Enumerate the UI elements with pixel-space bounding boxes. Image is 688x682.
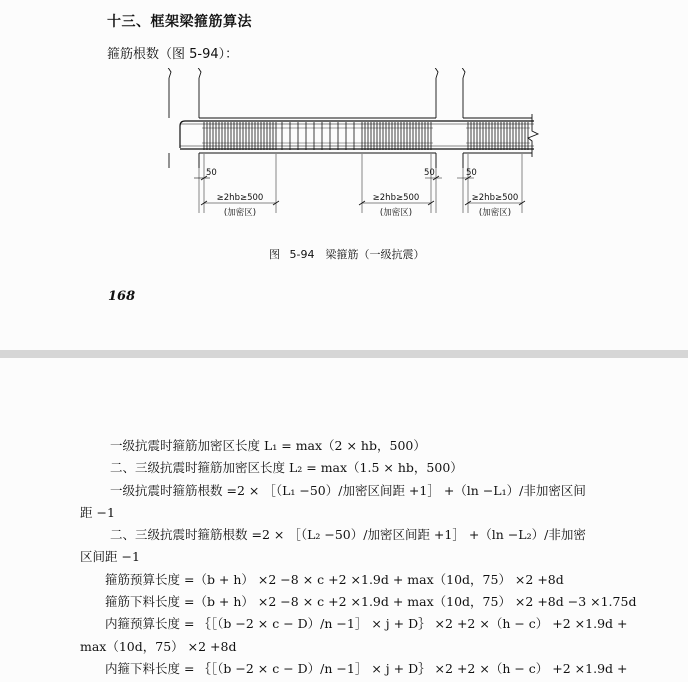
beam-stirrup-diagram <box>150 68 550 243</box>
dense-zone-label-middle: (加密区) <box>379 208 413 218</box>
formula-line: 二、三级抗震时箍筋根数 =2 × ［（L₂ −50）/加密区间距 +1］ +（ln −L₂）/非加密 <box>110 527 586 543</box>
formula-line: 一级抗震时箍筋根数 =2 × ［（L₁ −50）/加密区间距 +1］ +（ln −L₁）/非加密区间 <box>110 482 586 498</box>
dim-50-middle: 50 <box>424 168 435 178</box>
formula-line: 内箍预算长度 = ｛［（b −2 × c − D）/n −1］ × j + D｝ ×2 +2 ×（h − c） +2 ×1.9d + <box>105 616 628 632</box>
formula-line: 箍筋下料长度 =（b + h） ×2 −8 × c +2 ×1.9d + max（10d，75） ×2 +8d −3 ×1.75d <box>105 594 637 610</box>
formula-line: 区间距 −1 <box>80 549 140 565</box>
formula-line: 箍筋预算长度 =（b + h） ×2 −8 × c +2 ×1.9d + max（10d，75） ×2 +8d <box>105 571 564 587</box>
page-number: 168 <box>108 289 136 304</box>
dense-zone-length-right: ≥2hb≥500 <box>471 193 519 203</box>
formula-line: 一级抗震时箍筋加密区长度 L₁ = max（2 × hb，500） <box>110 438 426 453</box>
dense-zone-length-left: ≥2hb≥500 <box>216 193 264 203</box>
dense-zone-label-left: (加密区) <box>223 208 257 218</box>
figure-caption: 图 5-94 梁箍筋（一级抗震） <box>269 248 425 261</box>
dim-50-right: 50 <box>466 168 477 178</box>
formula-line: 距 −1 <box>80 504 115 520</box>
formula-line: 内箍下料长度 = ｛［（b −2 × c − D）/n −1］ × j + D｝ ×2 +2 ×（h − c） +2 ×1.9d + <box>105 660 628 676</box>
dense-zone-length-middle: ≥2hb≥500 <box>372 193 420 203</box>
section-title: 十三、框架梁箍筋算法 <box>107 14 252 30</box>
dim-50-left: 50 <box>206 168 217 178</box>
dense-zone-label-right: (加密区) <box>478 208 512 218</box>
formula-text <box>80 435 640 680</box>
formula-line: 二、三级抗震时箍筋加密区长度 L₂ = max（1.5 × hb，500） <box>110 460 463 476</box>
formula-line: max（10d，75） ×2 +8d <box>80 638 237 654</box>
book-page-next <box>0 358 688 682</box>
section-subtitle: 箍筋根数（图 5-94）： <box>107 47 239 62</box>
